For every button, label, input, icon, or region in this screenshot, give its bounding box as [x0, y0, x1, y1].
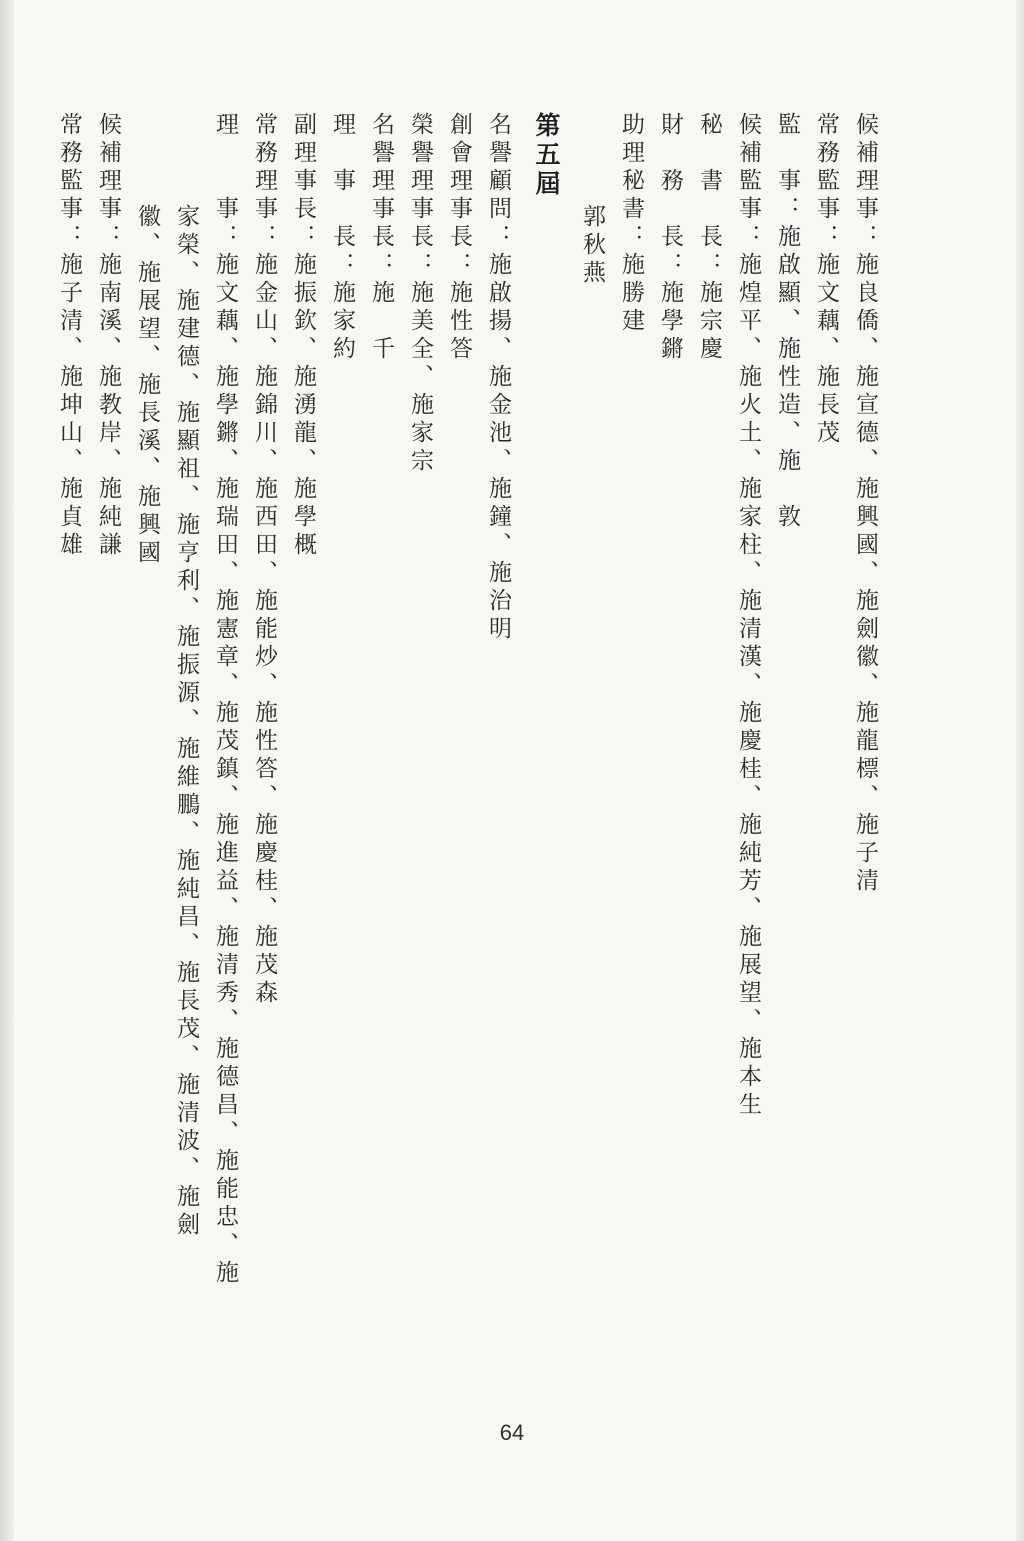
text-line: 財 務 長：施學鏘 — [657, 112, 683, 364]
vertical-text-block — [49, 112, 884, 1412]
text-line: 常務理事：施金山、施錦川、施西田、施能炒、施性答、施慶桂、施茂森 — [251, 112, 277, 1008]
text-line: 郭秋燕 — [579, 204, 605, 288]
text-line: 名譽顧問：施啟揚、施金池、施鐘、施治明 — [485, 112, 511, 644]
page-binding-shadow — [0, 0, 14, 1541]
text-line: 秘 書 長：施宗慶 — [696, 112, 722, 364]
text-line: 創會理事長：施性答 — [446, 112, 472, 364]
text-line: 榮譽理事長：施美全、施家宗 — [407, 112, 433, 476]
text-line: 常務監事：施子清、施坤山、施貞雄 — [56, 112, 82, 560]
page-number: 64 — [499, 1420, 525, 1445]
text-line: 名譽理事長：施 千 — [368, 112, 394, 364]
text-line: 理 事 長：施家約 — [329, 112, 355, 364]
text-line: 助理秘書：施勝建 — [618, 112, 644, 336]
page-edge-shadow — [1016, 0, 1024, 1541]
text-line: 理 事：施文藕、施學鏘、施瑞田、施憲章、施茂鎮、施進益、施清秀、施德昌、施能忠、施 — [212, 112, 238, 1288]
text-line: 常務監事：施文藕、施長茂 — [813, 112, 839, 448]
text-line: 候補監事：施煌平、施火土、施家柱、施清漢、施慶桂、施純芳、施展望、施本生 — [735, 112, 761, 1120]
text-line: 家榮、施建德、施顯祖、施亨利、施振源、施維鵬、施純昌、施長茂、施清波、施劍 — [173, 204, 199, 1240]
text-line: 候補理事：施南溪、施教岸、施純謙 — [95, 112, 121, 560]
text-line: 監 事：施啟顯、施性造、施 敦 — [774, 112, 800, 532]
text-line: 候補理事：施良僑、施宣德、施興國、施劍徽、施龍標、施子清 — [852, 112, 878, 896]
section-heading: 第五屆 — [532, 112, 561, 199]
text-line: 徽、施展望、施長溪、施興國 — [134, 204, 160, 568]
text-line: 副理事長：施振欽、施湧龍、施學概 — [290, 112, 316, 560]
